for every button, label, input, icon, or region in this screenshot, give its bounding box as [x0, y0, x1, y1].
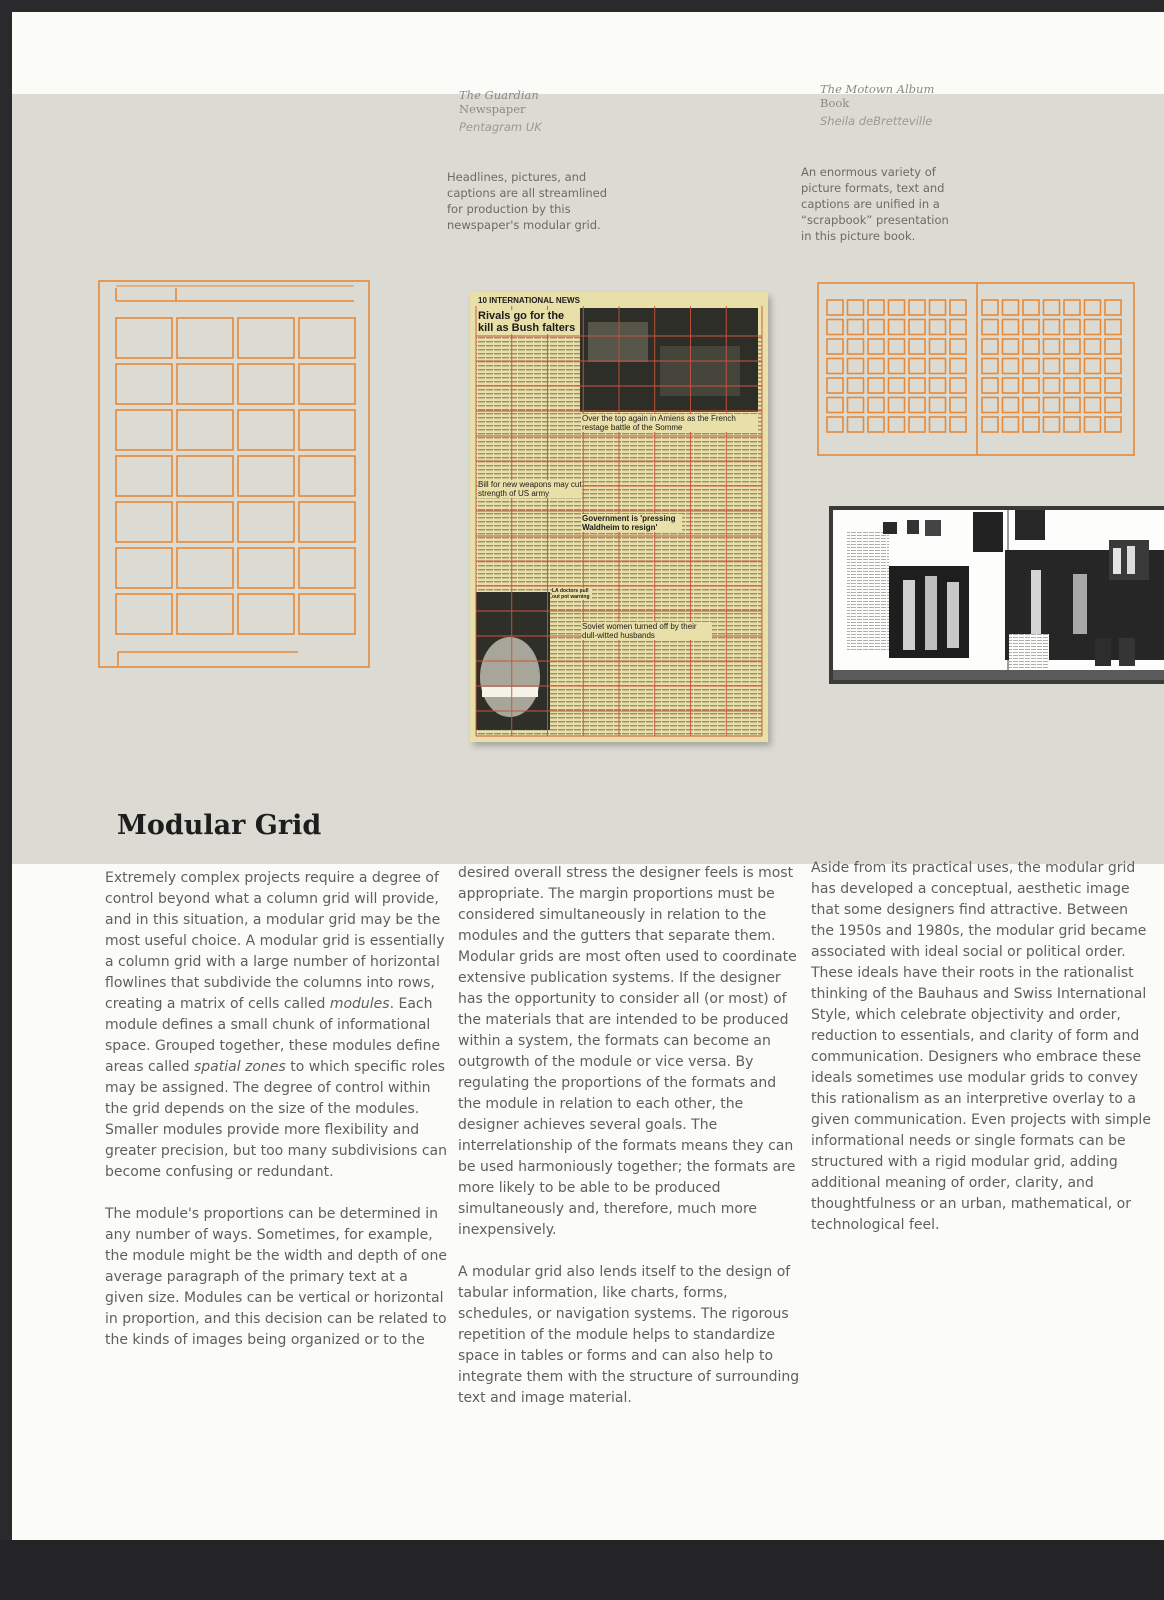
motown-module	[1003, 378, 1019, 393]
motown-module	[889, 359, 905, 374]
term-modules: modules	[329, 996, 390, 1012]
motown-module	[982, 417, 998, 432]
motown-module	[1023, 320, 1039, 335]
motown-kind: Book	[820, 96, 850, 110]
grid-module	[238, 594, 294, 634]
motown-module	[1105, 398, 1121, 413]
term-spatial-zones: spatial zones	[193, 1059, 286, 1075]
grid-module	[177, 364, 233, 404]
grid-module	[177, 456, 233, 496]
grid-modules	[116, 318, 355, 634]
grid-module	[238, 502, 294, 542]
motown-module	[930, 320, 946, 335]
scan-background	[0, 1540, 1164, 1600]
motown-module	[1003, 300, 1019, 315]
grid-module	[116, 456, 172, 496]
motown-module	[1105, 339, 1121, 354]
guardian-description: Headlines, pictures, and captions are all streamlined for production by this newspaper's modular grid.	[447, 170, 608, 232]
motown-module	[1003, 359, 1019, 374]
motown-module	[848, 417, 864, 432]
motown-module	[1064, 398, 1080, 413]
motown-module	[1044, 417, 1060, 432]
motown-module	[909, 378, 925, 393]
col2-paragraph-1: desired overall stress the designer feels is most appropriate. The margin proportions must be considered simultaneously in relation to the modules and the gutters that separate them. Modular grids are most often used to coordinate extensive publication systems. If the designer has the opportunity to consider all (or most) of the materials that are intended to be produced within a system, the formats can become an outgrowth of the module or vice versa. By regulating the proportions of the formats and the module in relation to each other, the designer achieves several goals. The interrelationship of the formats means they can be used harmoniously together; the formats are more likely to be able to be produced simultaneously and, therefore, much more inexpensively.	[458, 865, 797, 1238]
grid-module	[299, 318, 355, 358]
motown-module	[889, 320, 905, 335]
grid-module	[238, 364, 294, 404]
grid-module	[116, 318, 172, 358]
motown-description: An enormous variety of picture formats, text and captions are unified in a “scrapbook” presentation in this picture book.	[801, 165, 949, 243]
grid-module	[177, 594, 233, 634]
motown-caption	[820, 82, 934, 128]
motown-module	[982, 378, 998, 393]
grid-module	[116, 364, 172, 404]
motown-module	[982, 398, 998, 413]
motown-module	[1105, 300, 1121, 315]
motown-module	[1064, 359, 1080, 374]
grid-module	[299, 364, 355, 404]
motown-module	[930, 359, 946, 374]
motown-module	[848, 398, 864, 413]
motown-module	[1085, 378, 1101, 393]
motown-module	[827, 398, 843, 413]
news-headline-weapons: Bill for new weapons may cut strength of US army	[478, 480, 582, 498]
motown-module	[1003, 417, 1019, 432]
motown-module	[1044, 320, 1060, 335]
motown-module	[1044, 339, 1060, 354]
motown-module	[1064, 378, 1080, 393]
motown-module	[982, 339, 998, 354]
motown-module	[1064, 339, 1080, 354]
motown-module	[982, 359, 998, 374]
grid-module	[238, 410, 294, 450]
motown-module	[1064, 320, 1080, 335]
grid-module	[238, 548, 294, 588]
grid-module	[238, 318, 294, 358]
motown-module	[848, 378, 864, 393]
motown-module	[1085, 320, 1101, 335]
motown-module	[950, 378, 966, 393]
motown-module	[848, 300, 864, 315]
motown-module	[1085, 359, 1101, 374]
guardian-author: Pentagram UK	[459, 120, 542, 134]
col2-paragraph-2: A modular grid also lends itself to the design of tabular information, like charts, forms, schedules, or navigation systems. The rigorous repetition of the module helps to standardize space in tables or forms and can also help to integrate them with the structure of surrounding text and image material.	[458, 1264, 800, 1406]
grid-module	[299, 410, 355, 450]
motown-module	[930, 417, 946, 432]
motown-module	[930, 398, 946, 413]
grid-module	[299, 548, 355, 588]
motown-author: Sheila deBretteville	[820, 114, 933, 128]
motown-module	[950, 339, 966, 354]
news-headline-main: Rivals go for the kill as Bush falters	[478, 310, 578, 334]
motown-module	[1105, 320, 1121, 335]
grid-module	[177, 318, 233, 358]
motown-module	[848, 359, 864, 374]
guardian-title: The Guardian	[459, 88, 539, 102]
motown-module	[827, 359, 843, 374]
news-headline-la-doctors: LA doctors pull out pot warning	[552, 588, 592, 600]
motown-module	[1044, 398, 1060, 413]
motown-module	[1023, 339, 1039, 354]
motown-title: The Motown Album	[820, 82, 935, 96]
guardian-newspaper-image	[470, 292, 768, 742]
motown-module	[1085, 417, 1101, 432]
news-headline-soviet: Soviet women turned off by their dull-witted husbands	[582, 622, 712, 640]
motown-module	[950, 359, 966, 374]
motown-module	[982, 320, 998, 335]
motown-module	[868, 339, 884, 354]
motown-book-image	[829, 506, 1164, 684]
motown-module	[909, 300, 925, 315]
motown-module	[1003, 339, 1019, 354]
motown-module	[889, 417, 905, 432]
motown-module	[909, 339, 925, 354]
col1-paragraph-2: The module's proportions can be determined in any number of ways. Sometimes, for example, the module might be the width and depth of one average paragraph of the primary text at a given size. Modules can be vertical or horizontal in proportion, and this decision can be related to the kinds of images being organized or to the	[105, 1206, 447, 1348]
motown-module	[1044, 378, 1060, 393]
motown-module	[909, 398, 925, 413]
motown-module	[868, 359, 884, 374]
motown-module	[827, 378, 843, 393]
motown-module	[868, 300, 884, 315]
motown-module	[848, 339, 864, 354]
motown-module	[868, 417, 884, 432]
grid-module	[177, 502, 233, 542]
motown-module	[889, 378, 905, 393]
col3-paragraph-1: Aside from its practical uses, the modular grid has developed a conceptual, aesthetic image that some designers find attractive. Between the 1950s and 1980s, the modular grid became associated with ideal social or political order. These ideals have their roots in the rationalist thinking of the Bauhaus and Swiss International Style, which celebrate objectivity and order, reduction to essentials, and clarity of form and communication. Designers who embrace these ideals sometimes use modular grids to convey this rationalism as an interpretive overlay to a given communication. Even projects with simple informational needs or single formats can be structured with a rigid modular grid, adding additional meaning of order, clarity, and thoughtfulness or an urban, mathematical, or technological feel.	[811, 860, 1151, 1233]
motown-module	[930, 378, 946, 393]
spread-outline	[818, 283, 1134, 455]
motown-module	[1105, 378, 1121, 393]
motown-module	[827, 417, 843, 432]
motown-module	[1085, 300, 1101, 315]
motown-module	[1023, 359, 1039, 374]
motown-module	[848, 320, 864, 335]
motown-module	[827, 320, 843, 335]
guardian-kind: Newspaper	[459, 102, 526, 116]
motown-module	[909, 359, 925, 374]
motown-module	[1023, 378, 1039, 393]
body-column-2	[458, 863, 800, 1409]
grid-module	[177, 410, 233, 450]
news-section-label: 10 INTERNATIONAL NEWS	[478, 296, 580, 305]
motown-module	[868, 378, 884, 393]
motown-module	[1085, 339, 1101, 354]
guardian-caption	[459, 88, 542, 134]
grid-module	[299, 502, 355, 542]
motown-module	[982, 300, 998, 315]
grid-page-outline	[99, 281, 369, 667]
grid-module	[299, 594, 355, 634]
news-headline-waldheim: Government is 'pressing Waldheim to resign'	[582, 514, 682, 532]
motown-grid-modules	[827, 300, 1121, 432]
grid-module	[177, 548, 233, 588]
grid-module	[238, 456, 294, 496]
motown-module	[1023, 300, 1039, 315]
motown-module	[1023, 417, 1039, 432]
motown-module	[868, 320, 884, 335]
motown-module	[1064, 300, 1080, 315]
motown-module	[889, 300, 905, 315]
book-page	[12, 12, 1164, 1540]
motown-module	[909, 417, 925, 432]
motown-module	[930, 339, 946, 354]
motown-module	[1064, 417, 1080, 432]
section-heading: Modular Grid	[117, 810, 322, 841]
grid-module	[299, 456, 355, 496]
grid-module	[116, 502, 172, 542]
modular-grid-diagram	[98, 280, 378, 672]
motown-module	[889, 398, 905, 413]
motown-module	[1003, 320, 1019, 335]
grid-module	[116, 548, 172, 588]
grid-module	[116, 594, 172, 634]
motown-module	[909, 320, 925, 335]
motown-module	[1044, 359, 1060, 374]
motown-module	[950, 300, 966, 315]
motown-module	[1105, 417, 1121, 432]
motown-module	[950, 320, 966, 335]
motown-module	[1105, 359, 1121, 374]
motown-module	[827, 339, 843, 354]
motown-module	[1003, 398, 1019, 413]
news-headline-somme: Over the top again in Amiens as the French restage battle of the Somme	[582, 414, 758, 432]
motown-module	[930, 300, 946, 315]
motown-module	[889, 339, 905, 354]
col1-paragraph-1: Extremely complex projects require a degree of control beyond what a column grid will provide, and in this situation, a modular grid may be the most useful choice. A modular grid is essentially a column grid with a large number of horizontal flowlines that subdivide the columns into rows, creating a matrix of cells called modules. Each module defines a small chunk of informational space. Grouped together, these modules define areas called spatial zones to which specific roles may be assigned. The degree of control within the grid depends on the size of the modules. Smaller modules provide more flexibility and greater precision, but too many subdivisions can become confusing or redundant.	[105, 870, 448, 1180]
motown-module	[1044, 300, 1060, 315]
body-column-3	[811, 858, 1151, 1236]
body-column-1	[105, 868, 447, 1351]
motown-module	[827, 300, 843, 315]
motown-module	[1023, 398, 1039, 413]
grid-module	[116, 410, 172, 450]
motown-module	[950, 417, 966, 432]
motown-module	[868, 398, 884, 413]
motown-module	[1085, 398, 1101, 413]
motown-module	[950, 398, 966, 413]
motown-grid-diagram	[817, 282, 1149, 460]
